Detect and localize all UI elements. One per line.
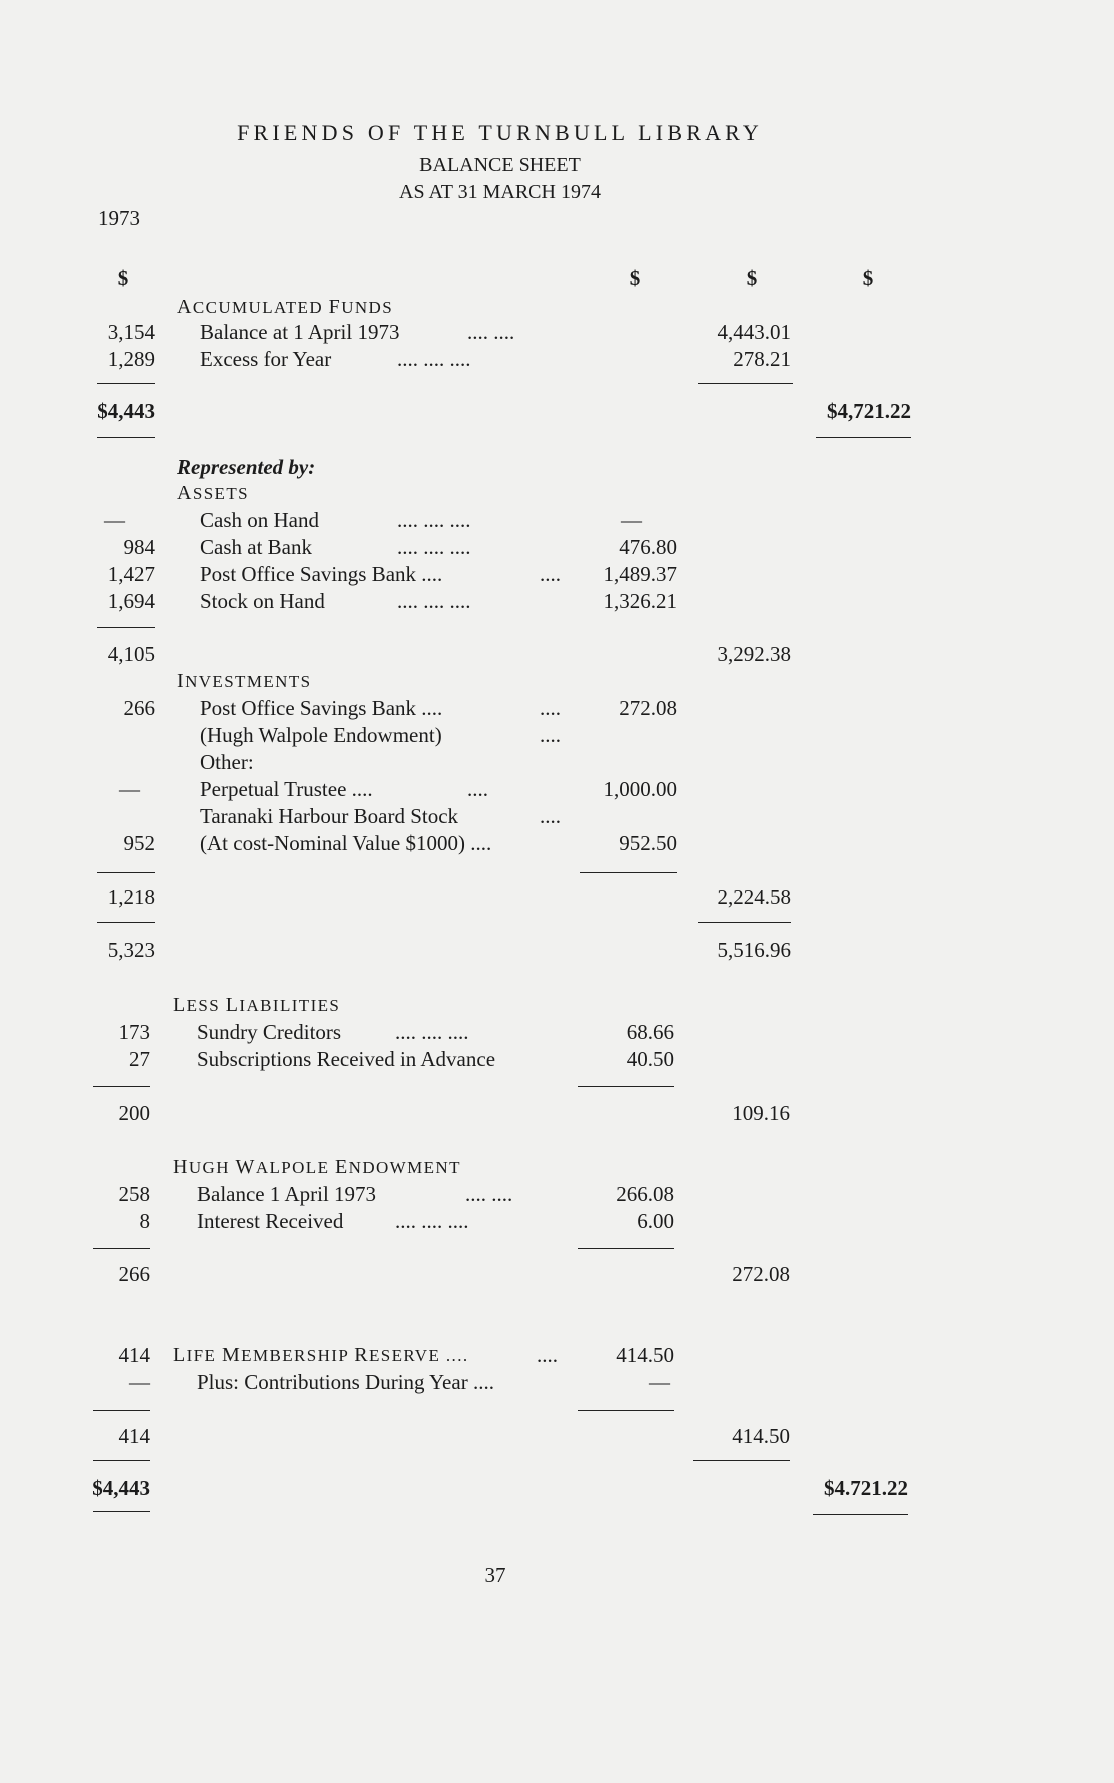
life-plus-prior: — [129,1370,150,1394]
asset-row1-prior: — [104,508,125,532]
af-row2-prior: 1,289 [107,347,155,371]
rule [97,922,155,923]
liab-row1-leaders: .... .... .... [395,1020,469,1044]
life-plus-label: Plus: Contributions During Year .... [197,1370,494,1394]
life-leaders: .... [537,1343,558,1367]
inv-row1-label: Post Office Savings Bank .... [200,696,443,720]
org-title: FRIENDS OF THE TURNBULL LIBRARY [237,120,763,145]
walpole-row1-prior: 258 [118,1182,150,1206]
grand-total-prior: $4,443 [92,1476,150,1500]
liab-row2-label: Subscriptions Received in Advance [197,1047,496,1071]
rule [693,1460,790,1461]
liab-row1-label: Sundry Creditors [197,1020,342,1044]
currency-col1: $ [629,266,641,290]
liabilities-heading: LESS LIABILITIES [173,994,341,1016]
asset-row4-amount: 1,326.21 [603,589,677,613]
inv-row6-label: (At cost-Nominal Value $1000) .... [200,831,492,855]
walpole-subtotal-current: 272.08 [732,1262,790,1286]
accumulated-funds-heading: ACCUMULATED FUNDS [177,296,394,318]
inv-row5-label: Taranaki Harbour Board Stock [200,804,459,828]
assets-subtotal-prior: 4,105 [107,642,155,666]
prior-year-heading: 1973 [98,206,140,230]
asset-row3-amount: 1,489.37 [603,562,677,586]
currency-col3: $ [862,266,874,290]
rule [578,1086,674,1087]
walpole-row1-leaders: .... .... [465,1182,513,1206]
total-assets-current: 5,516.96 [717,938,791,962]
af-total-prior: $4,443 [97,399,155,423]
inv-row2-leaders: .... [540,723,561,747]
grand-total-current: $4.721.22 [824,1476,908,1500]
af-total-current: $4,721.22 [827,399,911,423]
af-row1-amount: 4,443.01 [717,320,791,344]
rule [816,437,911,438]
life-prior: 414 [118,1343,150,1367]
asset-row4-label: Stock on Hand [200,589,325,613]
rule [580,872,677,873]
af-row1-leaders: .... .... [467,320,515,344]
af-row2-amount: 278.21 [733,347,791,371]
inv-row6-prior: 952 [123,831,155,855]
page-number: 37 [484,1563,506,1587]
doc-title: BALANCE SHEET [419,154,581,176]
asset-row2-leaders: .... .... .... [397,535,471,559]
asset-row4-leaders: .... .... .... [397,589,471,613]
asset-row2-amount: 476.80 [619,535,677,559]
inv-row4-label: Perpetual Trustee .... [200,777,373,801]
liab-row1-amount: 68.66 [626,1020,674,1044]
walpole-row1-label: Balance 1 April 1973 [197,1182,377,1206]
rule [698,922,791,923]
rule [578,1248,674,1249]
asset-row2-label: Cash at Bank [200,535,312,559]
assets-heading: ASSETS [177,482,249,504]
liab-row2-amount: 40.50 [626,1047,674,1071]
rule [698,383,793,384]
life-subtotal-prior: 414 [118,1424,150,1448]
asset-row3-prior: 1,427 [107,562,155,586]
rule [93,1248,150,1249]
date-line: AS AT 31 MARCH 1974 [399,181,601,203]
walpole-subtotal-prior: 266 [118,1262,150,1286]
inv-row4-leaders: .... [467,777,488,801]
walpole-row2-amount: 6.00 [637,1209,674,1233]
inv-row1-prior: 266 [123,696,155,720]
asset-row1-leaders: .... .... .... [397,508,471,532]
total-assets-prior: 5,323 [107,938,155,962]
walpole-row2-prior: 8 [139,1209,150,1233]
liabilities-subtotal-current: 109.16 [732,1101,790,1125]
af-row2-leaders: .... .... .... [397,347,471,371]
inv-row6-amount: 952.50 [619,831,677,855]
inv-row3-label: Other: [200,750,254,774]
rule [97,437,155,438]
asset-row3-leaders: .... [540,562,561,586]
inv-row2-label: (Hugh Walpole Endowment) [200,723,442,747]
inv-row5-leaders: .... [540,804,561,828]
liab-row1-prior: 173 [118,1020,150,1044]
life-plus-amount: — [649,1370,670,1394]
investments-heading: INVESTMENTS [177,670,312,692]
rule [97,383,155,384]
investments-subtotal-prior: 1,218 [107,885,155,909]
af-row2-label: Excess for Year [200,347,332,371]
rule [578,1410,674,1411]
liabilities-subtotal-prior: 200 [118,1101,150,1125]
inv-row1-amount: 272.08 [619,696,677,720]
af-row1-label: Balance at 1 April 1973 [200,320,400,344]
rule [93,1086,150,1087]
rule [97,627,155,628]
asset-row2-prior: 984 [123,535,155,559]
assets-subtotal-current: 3,292.38 [717,642,791,666]
rule [93,1460,150,1461]
represented-by-label: Represented by: [177,455,316,479]
asset-row1-label: Cash on Hand [200,508,319,532]
investments-subtotal-current: 2,224.58 [717,885,791,909]
currency-prior: $ [117,266,129,290]
walpole-row2-leaders: .... .... .... [395,1209,469,1233]
asset-row1-amount: — [621,508,642,532]
walpole-row2-label: Interest Received [197,1209,344,1233]
rule [97,872,155,873]
asset-row4-prior: 1,694 [107,589,155,613]
life-amount: 414.50 [616,1343,674,1367]
inv-row4-amount: 1,000.00 [603,777,677,801]
af-row1-prior: 3,154 [107,320,155,344]
rule [813,1514,908,1515]
life-membership-heading: LIFE MEMBERSHIP RESERVE .... [173,1344,469,1366]
rule [93,1511,150,1512]
life-subtotal-current: 414.50 [732,1424,790,1448]
inv-row1-leaders: .... [540,696,561,720]
asset-row3-label: Post Office Savings Bank .... [200,562,443,586]
rule [93,1410,150,1411]
liab-row2-prior: 27 [129,1047,150,1071]
walpole-row1-amount: 266.08 [616,1182,674,1206]
walpole-heading: HUGH WALPOLE ENDOWMENT [173,1156,461,1178]
inv-row4-prior: — [119,777,140,801]
currency-col2: $ [746,266,758,290]
